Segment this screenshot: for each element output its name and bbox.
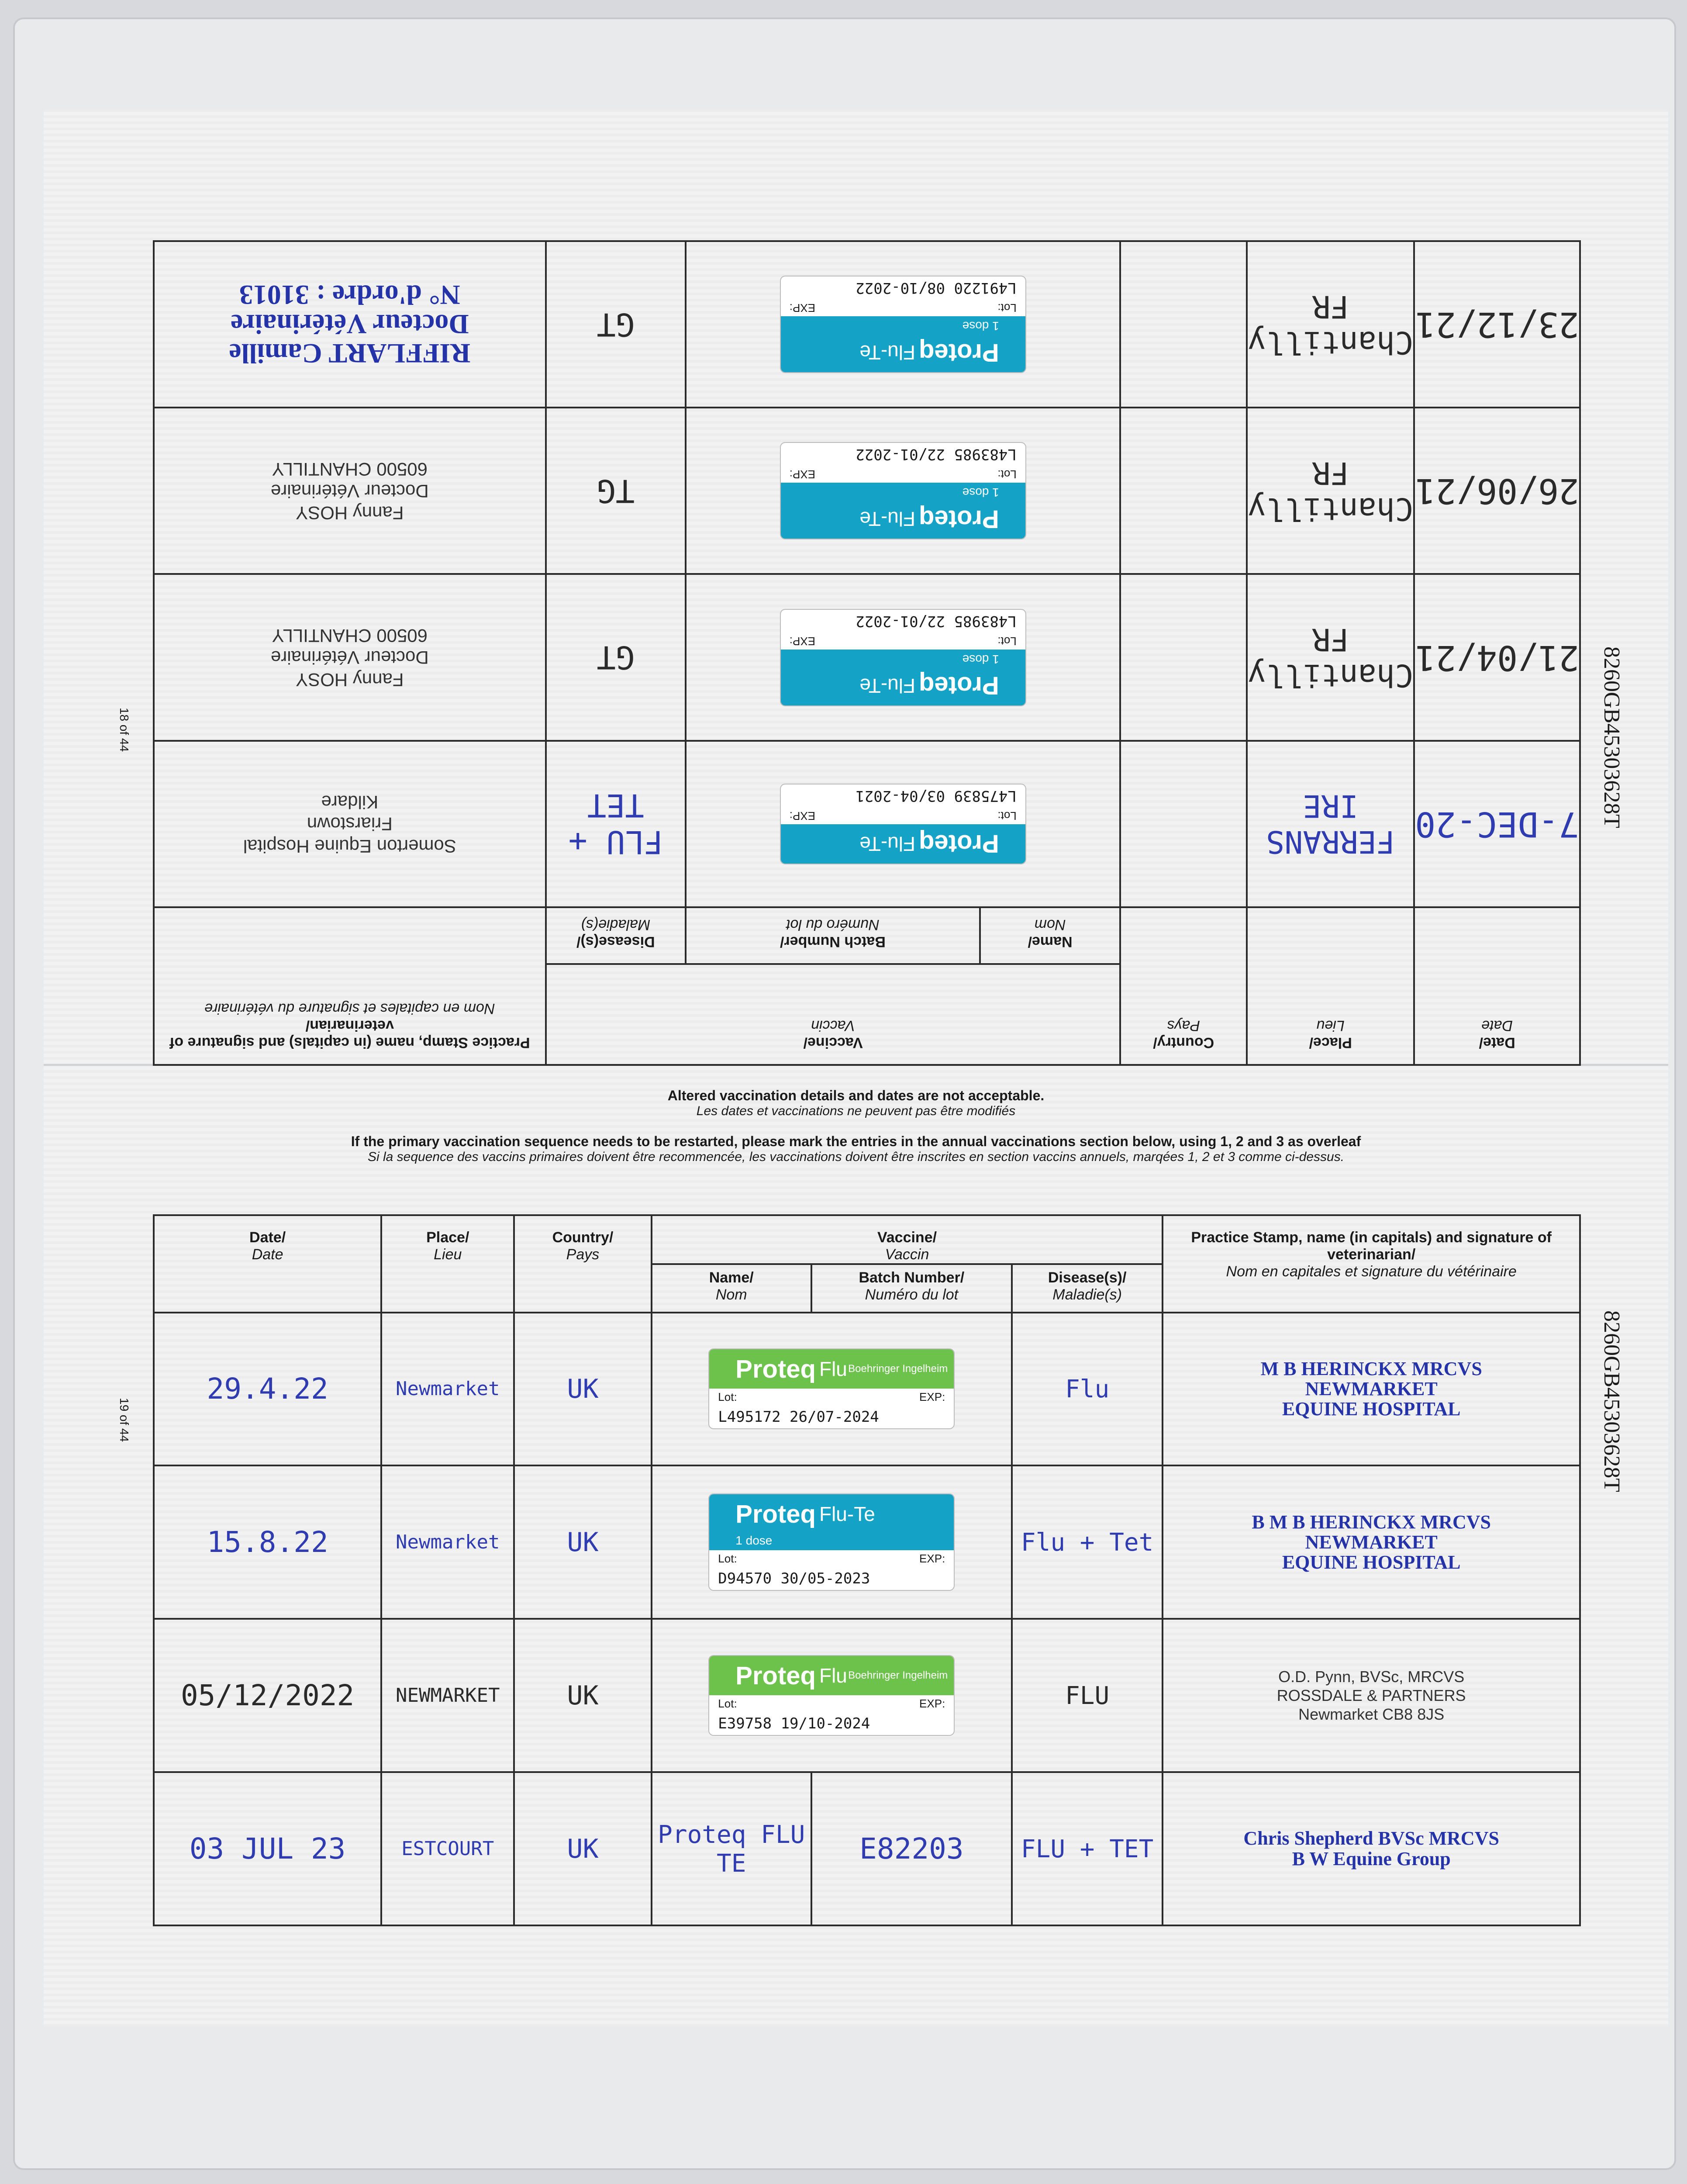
sticker-brand: Proteq Flu-Te bbox=[781, 499, 1025, 539]
row-date: 23/12/21 bbox=[1414, 241, 1580, 408]
table-row bbox=[154, 574, 1580, 740]
th-practice: Practice Stamp, name (in capitals) and signature of veterinarian/ Nom en capitales et signature du vétérinaire bbox=[154, 907, 546, 1065]
sticker-brand: Proteq Flu-Te bbox=[781, 666, 1025, 705]
row-date: 03 JUL 23 bbox=[154, 1772, 381, 1925]
notice-line2-fr: Si la sequence des vaccins primaires doivent être recommencée, les vaccinations doivent être inscrites en section vaccins annuels, marqées 1, 2 et 3 comme ci-dessus. bbox=[367, 1150, 1345, 1164]
practice-stamp: Fanny HOSY Docteur Vétérinaire 60500 CHANTILLY bbox=[154, 408, 546, 574]
row-disease: FLU bbox=[1012, 1619, 1163, 1772]
vaccine-sticker: Proteq Flu-Te 1 dose Lot: EXP: L483985 22/01-2022 bbox=[781, 443, 1025, 539]
notice-line2: If the primary vaccination sequence needs to be restarted, please mark the entries in the annual vaccinations section below, using 1, 2 and 3 as overleaf bbox=[351, 1133, 1361, 1149]
practice-stamp: O.D. Pynn, BVSc, MRCVS ROSSDALE & PARTNERS Newmarket CB8 8JS bbox=[1163, 1619, 1580, 1772]
sticker-lot: L491220 08/10-2022 bbox=[856, 279, 1017, 297]
row-name: Proteq FLU TE bbox=[652, 1772, 811, 1925]
sticker-brand: Proteq Flu-Te bbox=[781, 333, 1025, 372]
practice-stamp: B M B HERINCKX MRCVS NEWMARKET EQUINE HOSPITAL bbox=[1163, 1465, 1580, 1619]
row-place: Chantilly FR bbox=[1247, 408, 1414, 574]
row-date: 7-DEC-20 bbox=[1414, 741, 1580, 907]
row-vaccine bbox=[686, 574, 1120, 740]
table-row bbox=[154, 1313, 1580, 1466]
row-vaccine bbox=[652, 1619, 1012, 1772]
sticker-lot: D94570 30/05-2023 bbox=[718, 1570, 870, 1588]
row-vaccine bbox=[686, 741, 1120, 907]
row-disease: FLU + TET bbox=[1012, 1772, 1163, 1925]
row-disease: TG bbox=[546, 408, 686, 574]
row-vaccine bbox=[652, 1313, 1012, 1466]
row-date: 15.8.22 bbox=[154, 1465, 381, 1619]
notice-line1-fr: Les dates et vaccinations ne peuvent pas être modifiés bbox=[696, 1104, 1016, 1118]
vaccine-sticker: Proteq Flu-Te 1 dose Lot: EXP: L491220 08/10-2022 bbox=[781, 276, 1025, 372]
vaccine-sticker: Proteq Flu-Te 1 dose Lot: EXP: L483985 22/01-2022 bbox=[781, 610, 1025, 705]
row-country bbox=[1120, 741, 1247, 907]
row-country bbox=[1120, 241, 1247, 408]
table-row bbox=[154, 408, 1580, 574]
row-country: UK bbox=[514, 1313, 651, 1466]
sticker-lot: E39758 19/10-2024 bbox=[718, 1715, 870, 1733]
sticker-lot: L483985 22/01-2022 bbox=[856, 612, 1017, 630]
bth-practice: Practice Stamp, name (in capitals) and signature of veterinarian/ Nom en capitales et signature du vétérinaire bbox=[1163, 1215, 1580, 1313]
row-country bbox=[1120, 574, 1247, 740]
bth-country: Country/ Pays bbox=[514, 1215, 651, 1313]
row-place: Chantilly FR bbox=[1247, 241, 1414, 408]
row-disease: GT bbox=[546, 574, 686, 740]
vaccine-sticker: Proteq Flu-Te 1 dose Lot: EXP: D94570 30/05-2023 bbox=[709, 1494, 954, 1590]
bottom-vaccination-table bbox=[153, 1214, 1581, 1926]
row-vaccine bbox=[686, 408, 1120, 574]
sticker-lot: L475839 03/04-2021 bbox=[856, 787, 1017, 805]
sticker-lot: L483985 22/01-2022 bbox=[856, 446, 1017, 463]
row-disease: FLU + TET bbox=[546, 741, 686, 907]
row-country bbox=[1120, 408, 1247, 574]
bth-date: Date/ Date bbox=[154, 1215, 381, 1313]
row-disease: GT bbox=[546, 241, 686, 408]
row-vaccine bbox=[652, 1465, 1012, 1619]
passport-code-bottom: 8260GB45303628T bbox=[1599, 1310, 1624, 1492]
row-place: Chantilly FR bbox=[1247, 574, 1414, 740]
bth-vaccine: Vaccine/ Vaccin bbox=[652, 1215, 1163, 1264]
notice-line1: Altered vaccination details and dates are not acceptable. bbox=[667, 1088, 1045, 1103]
row-place: Newmarket bbox=[381, 1465, 514, 1619]
practice-stamp: Fanny HOSY Docteur Vétérinaire 60500 CHANTILLY bbox=[154, 574, 546, 740]
row-country: UK bbox=[514, 1772, 651, 1925]
row-country: UK bbox=[514, 1465, 651, 1619]
table-row bbox=[154, 1465, 1580, 1619]
row-date: 29.4.22 bbox=[154, 1313, 381, 1466]
row-disease: Flu + Tet bbox=[1012, 1465, 1163, 1619]
practice-stamp: Somerton Equine Hospital Friarstown Kildare bbox=[154, 741, 546, 907]
page-number-bottom: 19 of 44 bbox=[117, 1398, 131, 1442]
vaccine-sticker: Proteq Flu Boehringer Ingelheim Lot: EXP: L495172 26/07-2024 bbox=[709, 1349, 954, 1428]
row-date: 05/12/2022 bbox=[154, 1619, 381, 1772]
practice-stamp: RIFFLART Camille Docteur Vétérinaire N° d'ordre : 31013 bbox=[154, 241, 546, 408]
row-date: 26/06/21 bbox=[1414, 408, 1580, 574]
row-disease: Flu bbox=[1012, 1313, 1163, 1466]
th-name: Name/ Nom bbox=[980, 907, 1121, 964]
row-place: NEWMARKET bbox=[381, 1619, 514, 1772]
bth-batch: Batch Number/ Numéro du lot bbox=[811, 1264, 1012, 1312]
table-row bbox=[154, 241, 1580, 408]
table-row bbox=[154, 741, 1580, 907]
row-vaccine bbox=[686, 241, 1120, 408]
th-country: Country/ Pays bbox=[1120, 907, 1247, 1065]
bth-disease: Disease(s)/ Maladie(s) bbox=[1012, 1264, 1163, 1312]
vaccine-sticker: Proteq Flu-Te Lot: EXP: L475839 03/04-2021 bbox=[781, 784, 1025, 864]
row-place: FERRANS IRE bbox=[1247, 741, 1414, 907]
passport-code-top: 8260GB45303628T bbox=[1599, 646, 1624, 828]
row-batch: E82203 bbox=[811, 1772, 1012, 1925]
practice-stamp: M B HERINCKX MRCVS NEWMARKET EQUINE HOSPITAL bbox=[1163, 1313, 1580, 1466]
bth-name: Name/ Nom bbox=[652, 1264, 811, 1312]
table-row bbox=[154, 1619, 1580, 1772]
row-place: ESTCOURT bbox=[381, 1772, 514, 1925]
notice bbox=[44, 1088, 1668, 1165]
th-batch: Batch Number/ Numéro du lot bbox=[686, 907, 980, 964]
th-disease: Disease(s)/ Maladie(s) bbox=[546, 907, 686, 964]
practice-stamp: Chris Shepherd BVSc MRCVS B W Equine Group bbox=[1163, 1772, 1580, 1925]
sticker-brand: Proteq Flu Boehringer Ingelheim bbox=[709, 1656, 954, 1695]
sticker-lot: L495172 26/07-2024 bbox=[718, 1408, 879, 1426]
vaccine-sticker: Proteq Flu Boehringer Ingelheim Lot: EXP: E39758 19/10-2024 bbox=[709, 1656, 954, 1735]
row-place: Newmarket bbox=[381, 1313, 514, 1466]
sticker-brand: Proteq Flu Boehringer Ingelheim bbox=[709, 1349, 954, 1389]
sticker-brand: Proteq Flu-Te bbox=[781, 824, 1025, 864]
page-number-top: 18 of 44 bbox=[117, 708, 131, 752]
th-place: Place/ Lieu bbox=[1247, 907, 1414, 1065]
row-date: 21/04/21 bbox=[1414, 574, 1580, 740]
bth-place: Place/ Lieu bbox=[381, 1215, 514, 1313]
row-country: UK bbox=[514, 1619, 651, 1772]
th-date: Date/ Date bbox=[1414, 907, 1580, 1065]
th-vaccine: Vaccine/ Vaccin bbox=[546, 964, 1121, 1065]
sticker-brand: Proteq Flu-Te bbox=[709, 1494, 954, 1534]
top-vaccination-table bbox=[153, 240, 1581, 1066]
table-row bbox=[154, 1772, 1580, 1925]
